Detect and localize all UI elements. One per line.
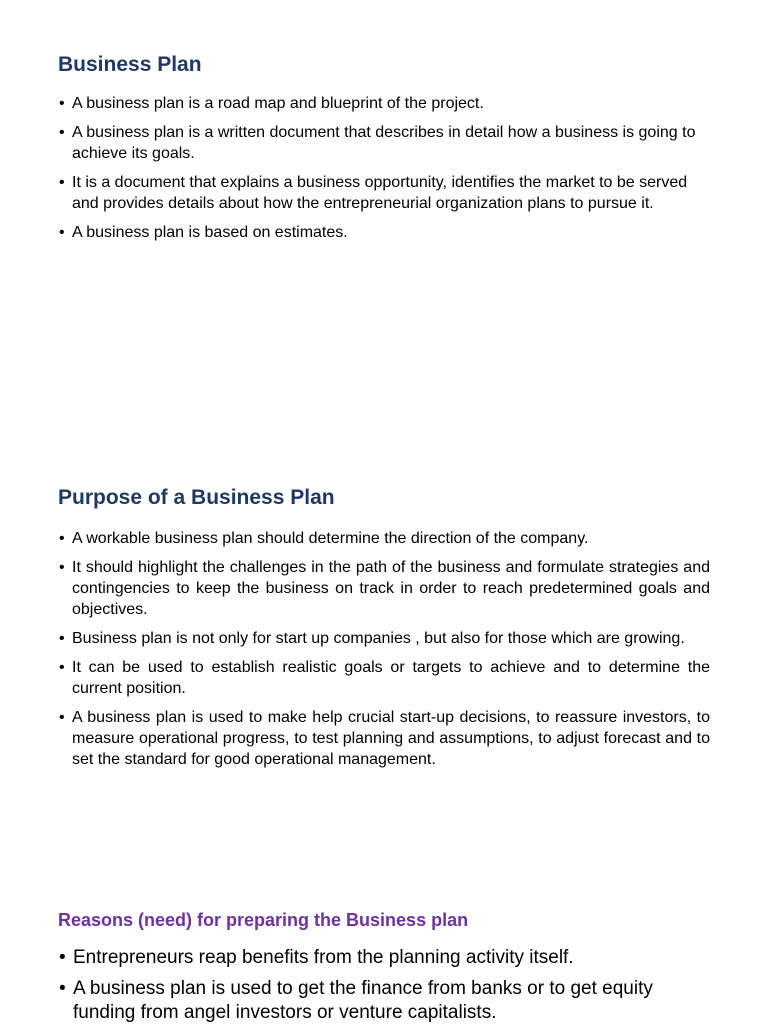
- bullet-icon: •: [59, 709, 65, 727]
- bullet-icon: •: [59, 530, 65, 548]
- list-item-text: A business plan is a road map and blueprint of the project.: [72, 95, 484, 113]
- list-item-text: A business plan is based on estimates.: [72, 224, 348, 242]
- list-item: [58, 557, 710, 620]
- bullet-icon: •: [59, 659, 65, 677]
- list-item: [58, 946, 710, 970]
- list-item-text: A business plan is used to get the finance from banks or to get equity funding from angel investors or venture capitalists.: [73, 977, 653, 1023]
- list-item: [58, 122, 710, 164]
- section-title: Reasons (need) for preparing the Business plan: [58, 910, 469, 930]
- list-item: [58, 93, 710, 114]
- list-item: [58, 222, 710, 243]
- bullet-list: [58, 528, 710, 770]
- list-item: [58, 628, 710, 649]
- list-item-text: It is a document that explains a business opportunity, identifies the market to be served and provides details about how the entrepreneurial organization plans to pursue it.: [72, 174, 688, 213]
- list-item-text: It should highlight the challenges in the path of the business and formulate strategies and contingencies to keep the business on track in order to reach predetermined goals and objectives.: [72, 559, 710, 619]
- list-item: [58, 657, 710, 699]
- list-item: [58, 528, 710, 549]
- section-reasons: [58, 910, 710, 1032]
- bullet-icon: •: [59, 124, 65, 142]
- list-item: [58, 977, 710, 1025]
- list-item: [58, 707, 710, 770]
- bullet-icon: •: [59, 946, 66, 968]
- list-item-text: A business plan is used to make help crucial start-up decisions, to reassure investors, to measure operational progress, to test planning and assumptions, to adjust forecast and to set the standard for good operational management.: [72, 709, 710, 769]
- bullet-icon: •: [59, 95, 65, 113]
- bullet-icon: •: [59, 224, 65, 242]
- list-item-text: It can be used to establish realistic goals or targets to achieve and to determine the current position.: [72, 659, 710, 698]
- bullet-icon: •: [59, 559, 65, 577]
- section-purpose: [58, 485, 710, 778]
- list-item: [58, 172, 710, 214]
- section-title: Purpose of a Business Plan: [58, 486, 335, 509]
- list-item-text: Entrepreneurs reap benefits from the planning activity itself.: [73, 946, 574, 968]
- bullet-icon: •: [59, 630, 65, 648]
- list-item-text: A workable business plan should determine the direction of the company.: [72, 530, 589, 548]
- bullet-icon: •: [59, 174, 65, 192]
- list-item-text: Business plan is not only for start up companies , but also for those which are growing.: [72, 630, 685, 648]
- list-item-text: A business plan is a written document that describes in detail how a business is going to achieve its goals.: [72, 124, 696, 163]
- bullet-icon: •: [59, 977, 66, 999]
- section-business-plan: [58, 52, 710, 251]
- bullet-list: [58, 93, 710, 243]
- bullet-list: [58, 946, 710, 1025]
- section-title: Business Plan: [58, 53, 202, 76]
